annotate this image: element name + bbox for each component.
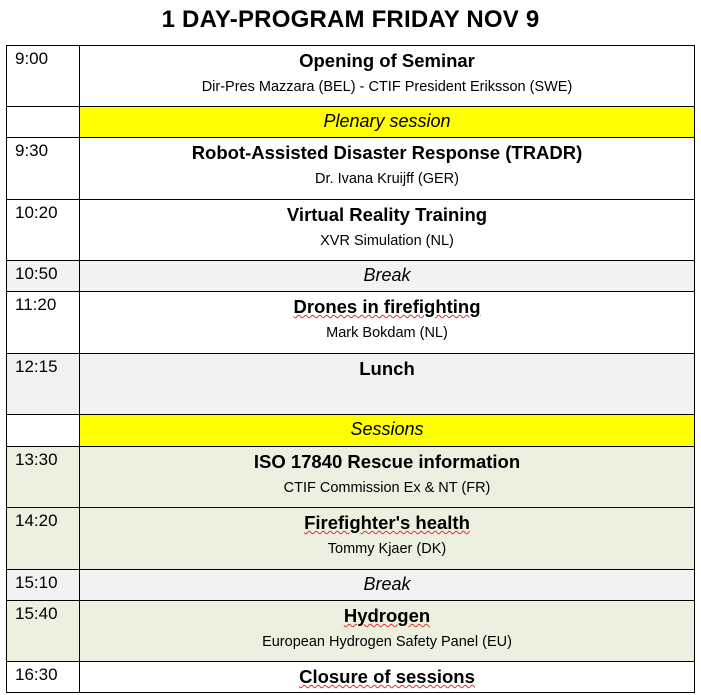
event-cell: [80, 354, 695, 415]
section-row-sessions: [7, 415, 695, 447]
event-presenter: European Hydrogen Safety Panel (EU): [262, 634, 512, 650]
program-row-lunch: [7, 354, 695, 415]
program-row-health: [7, 508, 695, 570]
break-cell: [80, 261, 695, 292]
event-presenter: Mark Bokdam (NL): [326, 325, 448, 341]
time-cell: 10:50: [7, 261, 80, 292]
event-title: Closure of sessions: [299, 666, 475, 687]
event-cell: [80, 46, 695, 107]
time-cell: 13:30: [7, 447, 80, 508]
event-title: Drones in firefighting: [293, 296, 481, 317]
event-cell: [80, 200, 695, 261]
section-row-plenary: [7, 107, 695, 138]
event-presenter: CTIF Commission Ex & NT (FR): [283, 480, 491, 496]
event-presenter: Dr. Ivana Kruijff (GER): [315, 171, 459, 187]
time-cell: 15:10: [7, 570, 80, 601]
event-title: Opening of Seminar: [299, 50, 475, 71]
event-cell: [80, 508, 695, 570]
event-presenter: Dir-Pres Mazzara (BEL) - CTIF President Eriksson (SWE): [201, 79, 573, 95]
event-title: Firefighter's health: [304, 512, 470, 533]
event-title: Virtual Reality Training: [286, 204, 488, 225]
program-row-iso17840: [7, 447, 695, 508]
program-row-tradr: [7, 138, 695, 200]
section-label: Plenary session: [323, 111, 451, 131]
event-cell: [80, 662, 695, 693]
time-cell: [7, 107, 80, 138]
time-cell: 11:20: [7, 292, 80, 354]
program-row-drones: [7, 292, 695, 354]
time-cell: 9:00: [7, 46, 80, 107]
event-presenter: Tommy Kjaer (DK): [327, 541, 447, 557]
section-cell: [80, 107, 695, 138]
event-title: ISO 17840 Rescue information: [253, 451, 521, 472]
time-cell: 9:30: [7, 138, 80, 200]
time-cell: [7, 415, 80, 447]
event-cell: [80, 601, 695, 662]
page-title: 1 DAY-PROGRAM FRIDAY NOV 9: [161, 6, 540, 33]
time-cell: 15:40: [7, 601, 80, 662]
event-cell: [80, 447, 695, 508]
break-label: Break: [363, 574, 411, 594]
event-title: Robot-Assisted Disaster Response (TRADR): [191, 142, 583, 163]
break-label: Break: [363, 265, 411, 285]
program-table: [6, 45, 695, 693]
time-cell: 10:20: [7, 200, 80, 261]
event-title: Lunch: [359, 358, 415, 379]
program-row-closure: [7, 662, 695, 693]
program-row-hydrogen: [7, 601, 695, 662]
event-title: Hydrogen: [343, 605, 431, 626]
section-label: Sessions: [350, 419, 424, 439]
event-presenter: XVR Simulation (NL): [320, 233, 454, 249]
break-cell: [80, 570, 695, 601]
program-row-opening: [7, 46, 695, 107]
time-cell: 16:30: [7, 662, 80, 693]
break-row: [7, 570, 695, 601]
break-row: [7, 261, 695, 292]
time-cell: 12:15: [7, 354, 80, 415]
time-cell: 14:20: [7, 508, 80, 570]
program-row-vr-training: [7, 200, 695, 261]
section-cell: [80, 415, 695, 447]
event-cell: [80, 292, 695, 354]
event-cell: [80, 138, 695, 200]
